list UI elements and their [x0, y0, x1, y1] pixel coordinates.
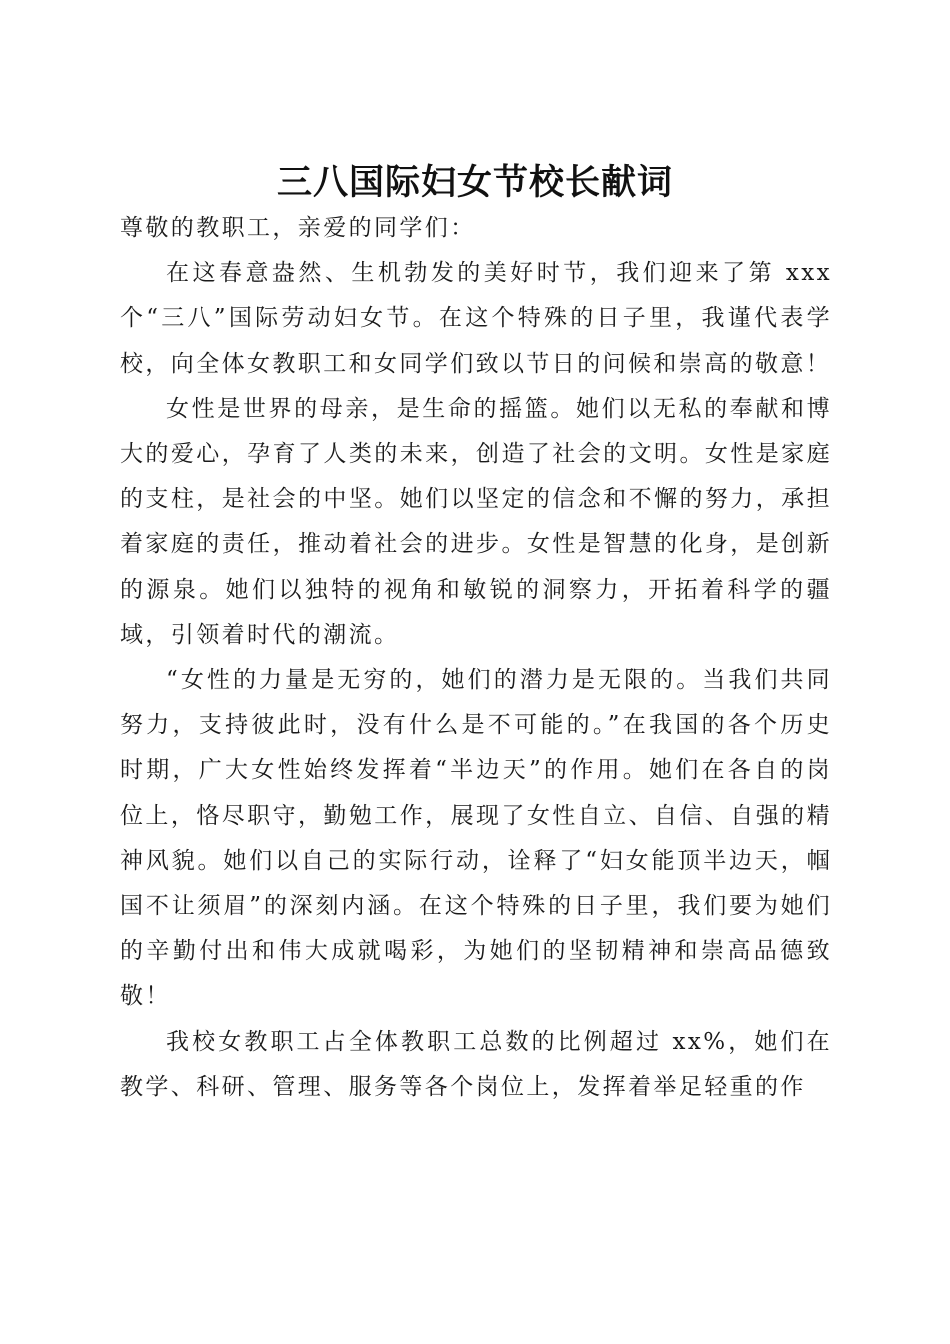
paragraph-4: 我校女教职工占全体教职工总数的比例超过 xx%，她们在教学、科研、管理、服务等各个岗位上，发挥着举足轻重的作	[120, 1028, 832, 1100]
salutation: 尊敬的教职工，亲爱的同学们：	[120, 215, 476, 241]
paragraph-2: 女性是世界的母亲，是生命的摇篮。她们以无私的奉献和博大的爱心，孕育了人类的未来，创造了社会的文明。女性是家庭的支柱，是社会的中坚。她们以坚定的信念和不懈的努力，承担着家庭的责任，推动着社会的进步。女性是智慧的化身，是创新的源泉。她们以独特的视角和敏锐的洞察力，开拓着科学的疆域，引领着时代的潮流。	[120, 395, 832, 648]
document-body	[120, 206, 832, 1110]
paragraph-3: “女性的力量是无穷的，她们的潜力是无限的。当我们共同努力，支持彼此时，没有什么是不可能的。”在我国的各个历史时期，广大女性始终发挥着“半边天”的作用。她们在各自的岗位上，恪尽职守，勤勉工作，展现了女性自立、自信、自强的精神风貌。她们以自己的实际行动，诠释了“妇女能顶半边天，帼国不让须眉”的深刻内涵。在这个特殊的日子里，我们要为她们的辛勤付出和伟大成就喝彩，为她们的坚韧精神和崇高品德致敬！	[120, 667, 832, 1010]
document-title: 三八国际妇女节校长献词	[276, 162, 673, 204]
paragraph-1: 在这春意盎然、生机勃发的美好时节，我们迎来了第 xxx 个“三八”国际劳动妇女节。在这个特殊的日子里，我谨代表学校，向全体女教职工和女同学们致以节日的问候和崇高的敬意！	[120, 260, 832, 377]
